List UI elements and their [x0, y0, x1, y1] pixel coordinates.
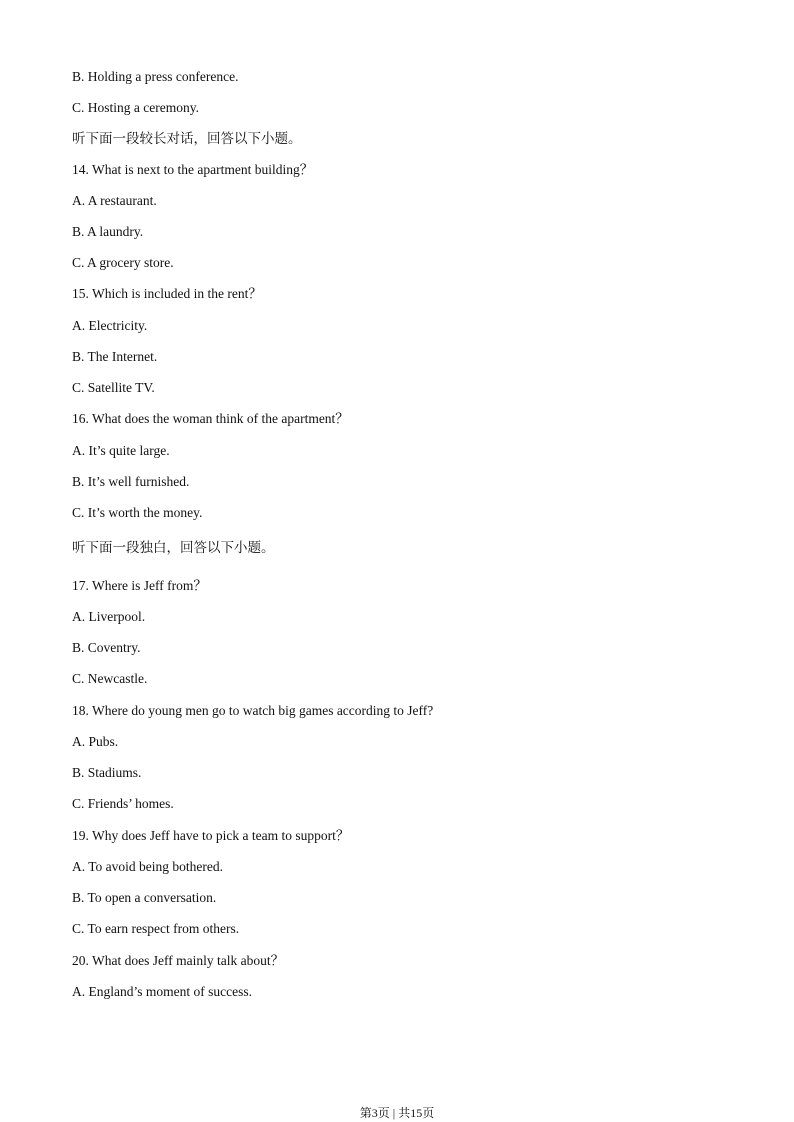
option-16c: C. It’s worth the money.: [72, 505, 203, 520]
option-15a: A. Electricity.: [72, 318, 148, 333]
option-14a: A. A restaurant.: [72, 193, 157, 208]
option-15c: C. Satellite TV.: [72, 380, 155, 395]
option-18a: A. Pubs.: [72, 734, 119, 749]
question-18: 18. Where do young men go to watch big games according to Jeff?: [72, 703, 434, 718]
option-13c: C. Hosting a ceremony.: [72, 100, 199, 115]
option-14b: B. A laundry.: [72, 224, 144, 239]
question-16: 16. What does the woman think of the apartment？: [72, 411, 349, 426]
option-17b: B. Coventry.: [72, 640, 141, 655]
option-14c: C. A grocery store.: [72, 255, 174, 270]
option-15b: B. The Internet.: [72, 349, 158, 364]
option-16b: B. It’s well furnished.: [72, 474, 190, 489]
option-20a: A. England’s moment of success.: [72, 984, 252, 999]
option-18b: B. Stadiums.: [72, 765, 142, 780]
question-19: 19. Why does Jeff have to pick a team to support？: [72, 828, 350, 843]
question-17: 17. Where is Jeff from？: [72, 578, 207, 593]
option-18c: C. Friends’ homes.: [72, 796, 174, 811]
question-20: 20. What does Jeff mainly talk about？: [72, 953, 285, 968]
option-17c: C. Newcastle.: [72, 671, 148, 686]
question-14: 14. What is next to the apartment building？: [72, 162, 314, 177]
page-number-footer: 第3页 | 共15页: [359, 1106, 435, 1120]
option-19a: A. To avoid being bothered.: [72, 859, 224, 874]
section-instruction-dialogue: 听下面一段较长对话，回答以下小题。: [72, 131, 302, 146]
option-17a: A. Liverpool.: [72, 609, 146, 624]
option-19c: C. To earn respect from others.: [72, 921, 240, 936]
option-19b: B. To open a conversation.: [72, 890, 217, 905]
question-15: 15. Which is included in the rent？: [72, 286, 262, 301]
option-13b: B. Holding a press conference.: [72, 69, 239, 84]
option-16a: A. It’s quite large.: [72, 443, 170, 458]
section-instruction-monologue: 听下面一段独白，回答以下小题。: [72, 540, 275, 555]
